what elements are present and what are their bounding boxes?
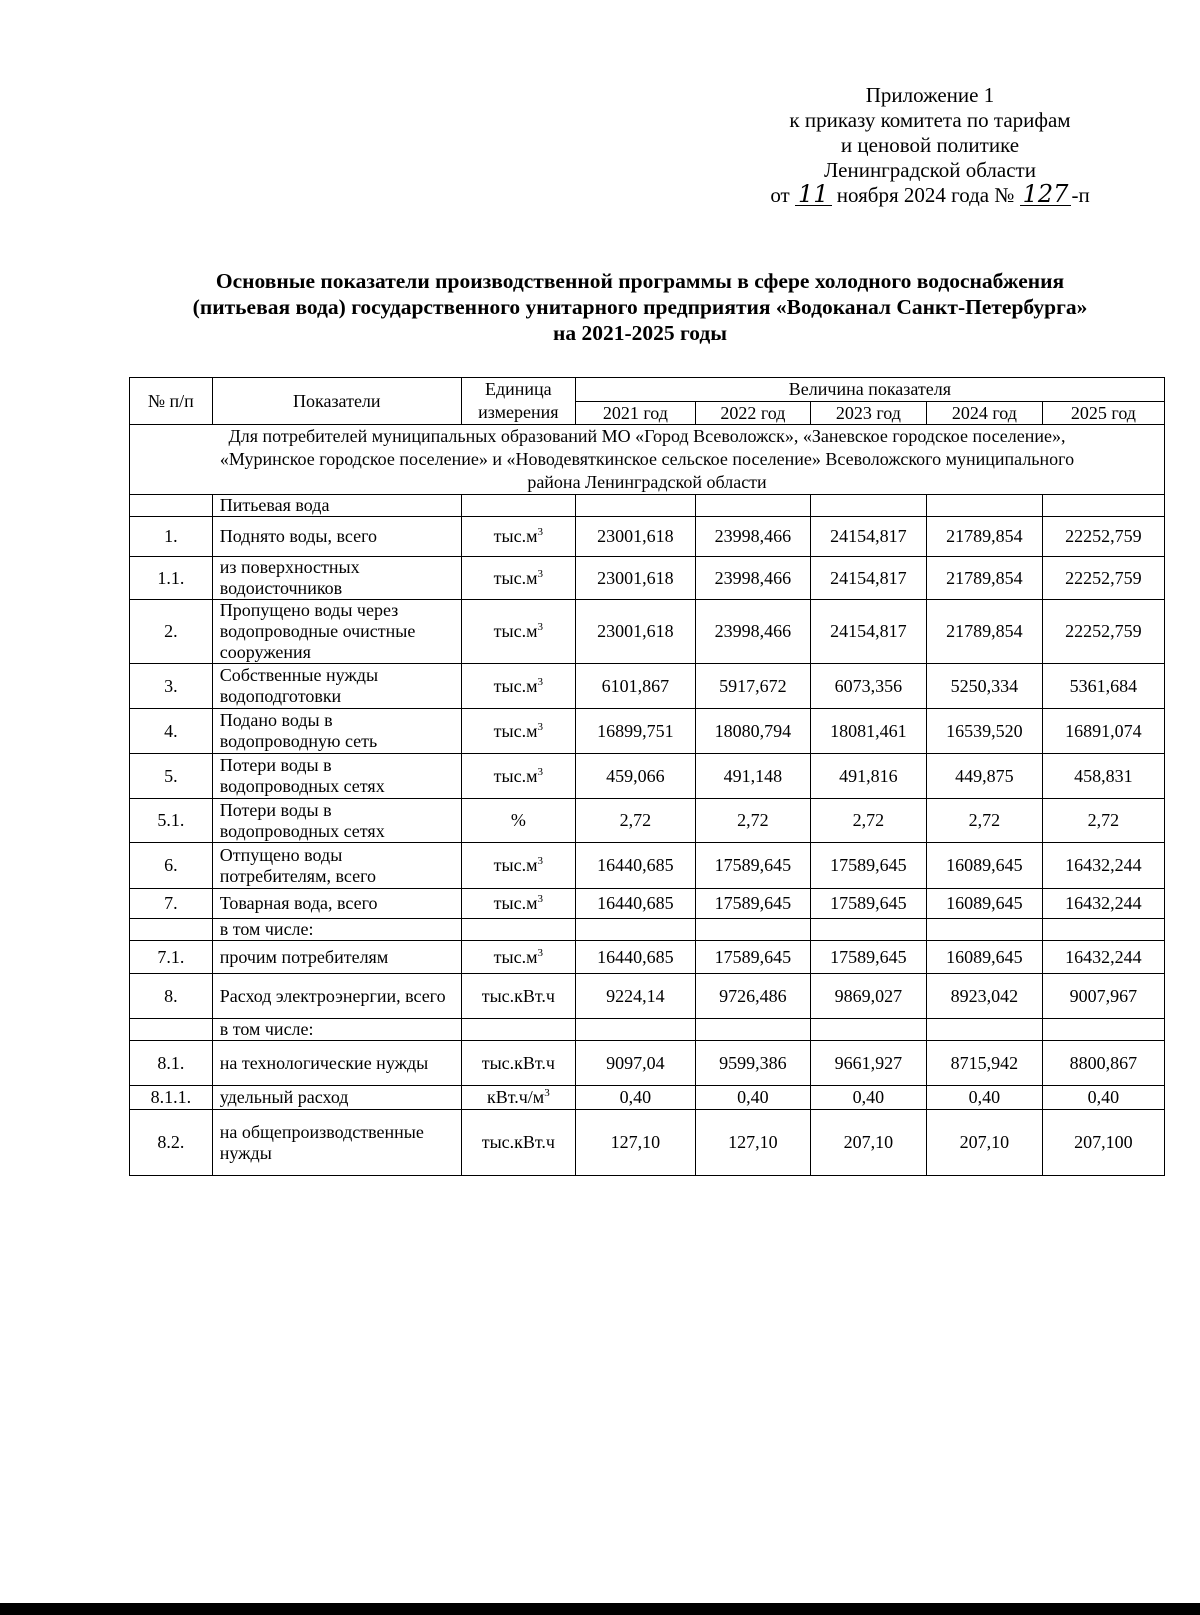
row-num: 8.1.1. [130,1086,213,1110]
value-cell: 2,72 [575,799,695,843]
row-num: 1. [130,517,213,557]
row-indicator: Потери воды в водопроводных сетях [212,799,461,843]
unit-superscript: 3 [537,621,544,633]
row-unit [461,941,575,974]
order-number-handwritten: 127 [1020,183,1072,206]
row-num [130,495,213,517]
value-cell: 2,72 [1042,799,1164,843]
unit-superscript: 3 [537,675,544,688]
row-indicator: Пропущено воды через водопроводные очистные сооружения [212,600,461,664]
header-row-1 [130,378,1165,402]
value-cell [810,495,926,517]
value-cell: 16891,074 [1042,709,1164,754]
row-num: 7. [130,889,213,919]
value-cell: 18080,794 [695,709,810,754]
title-line-3: на 2021-2025 годы [552,321,728,345]
table-row [130,557,1165,600]
value-cell [1042,919,1164,941]
appendix-line-2: к приказу комитета по тарифам [789,108,1071,132]
value-cell [926,495,1042,517]
value-cell: 127,10 [575,1110,695,1176]
section-cell [130,425,1165,495]
row-unit [461,517,575,557]
value-cell: 23998,466 [695,557,810,600]
document-title [120,268,1160,346]
value-cell: 24154,817 [810,600,926,664]
value-cell: 0,40 [575,1086,695,1110]
header-year-2023: 2023 год [810,402,926,425]
value-cell: 21789,854 [926,557,1042,600]
value-cell: 127,10 [695,1110,810,1176]
indicators-table [129,377,1165,1176]
row-indicator: из поверхностных водоисточников [212,557,461,600]
value-cell: 5361,684 [1042,664,1164,709]
header-indicator: Показатели [212,378,461,425]
value-cell: 5917,672 [695,664,810,709]
value-cell [810,1019,926,1041]
value-cell: 16440,685 [575,843,695,889]
value-cell [575,1019,695,1041]
row-num: 8.1. [130,1041,213,1086]
row-indicator: Питьевая вода [212,495,461,517]
value-cell: 21789,854 [926,517,1042,557]
row-indicator: Собственные нужды водоподготовки [212,664,461,709]
value-cell: 449,875 [926,754,1042,799]
value-cell: 16089,645 [926,941,1042,974]
value-cell: 17589,645 [810,941,926,974]
value-cell: 2,72 [926,799,1042,843]
value-cell: 9726,486 [695,974,810,1019]
row-unit [461,1041,575,1086]
unit-superscript: 3 [537,720,544,733]
row-num: 3. [130,664,213,709]
header-year-2022: 2022 год [695,402,810,425]
row-num: 7.1. [130,941,213,974]
unit-superscript: 3 [537,946,544,959]
value-cell: 458,831 [1042,754,1164,799]
table-row [130,843,1165,889]
row-unit-text: тыс.кВт.ч [481,985,555,1006]
appendix-date-line [720,180,1140,208]
table-row [130,1019,1165,1041]
value-cell: 207,10 [926,1110,1042,1176]
value-cell: 0,40 [810,1086,926,1110]
value-cell: 5250,334 [926,664,1042,709]
header-year-2025: 2025 год [1042,402,1164,425]
row-unit-text: тыс.м [493,855,538,875]
value-cell: 2,72 [810,799,926,843]
row-unit-text: тыс.м [493,946,538,967]
value-cell [926,1019,1042,1041]
unit-superscript: 3 [537,567,544,580]
value-cell: 491,816 [810,754,926,799]
row-unit [461,843,575,889]
value-cell: 22252,759 [1042,600,1164,664]
row-unit [461,919,575,941]
row-unit-text: % [510,810,526,830]
row-indicator: Поднято воды, всего [212,517,461,557]
row-unit-text: тыс.м [493,893,538,913]
value-cell [695,919,810,941]
value-cell: 8923,042 [926,974,1042,1019]
unit-superscript: 3 [537,893,544,905]
value-cell: 16539,520 [926,709,1042,754]
value-cell: 9224,14 [575,974,695,1019]
row-unit [461,709,575,754]
value-cell: 16089,645 [926,843,1042,889]
row-num: 6. [130,843,213,889]
row-unit [461,889,575,919]
row-unit-text: тыс.м [493,720,538,741]
value-cell [1042,495,1164,517]
row-unit [461,495,575,517]
value-cell: 18081,461 [810,709,926,754]
value-cell: 23001,618 [575,600,695,664]
value-cell: 23001,618 [575,517,695,557]
row-indicator: в том числе: [212,919,461,941]
value-cell: 23001,618 [575,557,695,600]
value-cell: 9599,386 [695,1041,810,1086]
value-cell: 491,148 [695,754,810,799]
value-cell: 24154,817 [810,517,926,557]
value-cell: 16432,244 [1042,941,1164,974]
value-cell: 2,72 [695,799,810,843]
row-unit-text: тыс.м [493,675,538,696]
title-line-1: Основные показатели производственной программы в сфере холодного водоснабжения [215,269,1065,293]
row-indicator: прочим потребителям [212,941,461,974]
row-indicator: Товарная вода, всего [212,889,461,919]
value-cell [810,919,926,941]
row-num: 2. [130,600,213,664]
section-line-1: Для потребителей муниципальных образований МО «Город Всеволожск», «Заневское городское поселение», [228,426,1066,446]
table-row [130,941,1165,974]
table-row [130,517,1165,557]
row-num: 1.1. [130,557,213,600]
row-unit [461,600,575,664]
appendix-line-3: и ценовой политике [840,133,1020,157]
row-unit-text: тыс.м [493,765,538,786]
appendix-line-4: Ленинградской области [824,158,1036,182]
row-indicator: на общепроизводственные нужды [212,1110,461,1176]
row-unit-text: тыс.кВт.ч [481,1132,555,1152]
row-indicator: удельный расход [212,1086,461,1110]
value-cell: 9661,927 [810,1041,926,1086]
row-num: 8.2. [130,1110,213,1176]
table-row [130,889,1165,919]
header-year-2021: 2021 год [575,402,695,425]
value-cell: 17589,645 [810,889,926,919]
row-num: 8. [130,974,213,1019]
value-cell: 24154,817 [810,557,926,600]
row-unit [461,754,575,799]
row-indicator: Расход электроэнергии, всего [212,974,461,1019]
section-line-3: района Ленинградской области [527,472,767,492]
row-indicator: Отпущено воды потребителям, всего [212,843,461,889]
value-cell [575,919,695,941]
value-cell: 207,10 [810,1110,926,1176]
value-cell: 22252,759 [1042,557,1164,600]
row-indicator: Подано воды в водопроводную сеть [212,709,461,754]
unit-superscript: 3 [537,855,544,867]
value-cell: 0,40 [1042,1086,1164,1110]
value-cell [695,495,810,517]
value-cell: 17589,645 [695,889,810,919]
value-cell: 17589,645 [810,843,926,889]
value-cell: 9097,04 [575,1041,695,1086]
value-cell: 23998,466 [695,517,810,557]
row-unit-text: тыс.кВт.ч [481,1052,555,1073]
date-day-handwritten: 11 [795,183,832,206]
row-unit-text: тыс.м [493,526,538,546]
row-unit-text: тыс.м [493,621,538,641]
appendix-line-1: Приложение 1 [865,83,995,107]
value-cell: 459,066 [575,754,695,799]
value-cell: 17589,645 [695,941,810,974]
row-unit-text: кВт.ч/м [486,1087,545,1107]
value-cell [575,495,695,517]
table-row [130,754,1165,799]
row-unit [461,1019,575,1041]
table-row [130,600,1165,664]
header-value-group: Величина показателя [575,378,1164,402]
header-year-2024: 2024 год [926,402,1042,425]
value-cell: 6101,867 [575,664,695,709]
header-num: № п/п [130,378,213,425]
row-unit [461,664,575,709]
table-row [130,974,1165,1019]
value-cell: 0,40 [926,1086,1042,1110]
row-unit [461,1086,575,1110]
table-body [130,425,1165,1176]
row-unit-text: тыс.м [493,567,538,588]
row-num: 5.1. [130,799,213,843]
unit-superscript: 3 [537,765,544,778]
section-row [130,425,1165,495]
row-indicator: на технологические нужды [212,1041,461,1086]
row-unit [461,799,575,843]
row-num [130,919,213,941]
row-indicator: Потери воды в водопроводных сетях [212,754,461,799]
unit-superscript: 3 [537,526,544,538]
table-row [130,1110,1165,1176]
value-cell: 16089,645 [926,889,1042,919]
value-cell: 9007,967 [1042,974,1164,1019]
row-unit [461,557,575,600]
appendix-block [720,83,1140,208]
value-cell: 16432,244 [1042,889,1164,919]
table-row [130,495,1165,517]
value-cell: 23998,466 [695,600,810,664]
table-row [130,709,1165,754]
scan-edge-bar [0,1603,1200,1615]
table-row [130,799,1165,843]
date-middle: ноября 2024 года № [836,183,1015,207]
value-cell: 17589,645 [695,843,810,889]
table-row [130,919,1165,941]
row-indicator: в том числе: [212,1019,461,1041]
value-cell: 21789,854 [926,600,1042,664]
order-suffix: -п [1071,183,1090,207]
value-cell: 8715,942 [926,1041,1042,1086]
value-cell: 8800,867 [1042,1041,1164,1086]
value-cell [926,919,1042,941]
value-cell: 16440,685 [575,889,695,919]
row-num: 4. [130,709,213,754]
value-cell: 16899,751 [575,709,695,754]
row-num: 5. [130,754,213,799]
value-cell [1042,1019,1164,1041]
value-cell: 0,40 [695,1086,810,1110]
date-prefix: от [770,183,790,207]
header-unit: Единица измерения [461,378,575,425]
value-cell [695,1019,810,1041]
unit-superscript: 3 [544,1087,550,1099]
title-line-2: (питьевая вода) государственного унитарного предприятия «Водоканал Санкт-Петербурга» [192,295,1088,319]
value-cell: 16432,244 [1042,843,1164,889]
value-cell: 16440,685 [575,941,695,974]
table-row [130,664,1165,709]
section-line-2: «Муринское городское поселение» и «Новодевяткинское сельское поселение» Всеволожского муниципального [219,449,1075,469]
value-cell: 6073,356 [810,664,926,709]
value-cell: 22252,759 [1042,517,1164,557]
row-unit [461,974,575,1019]
row-unit [461,1110,575,1176]
table-row [130,1086,1165,1110]
table-row [130,1041,1165,1086]
value-cell: 207,100 [1042,1110,1164,1176]
value-cell: 9869,027 [810,974,926,1019]
row-num [130,1019,213,1041]
